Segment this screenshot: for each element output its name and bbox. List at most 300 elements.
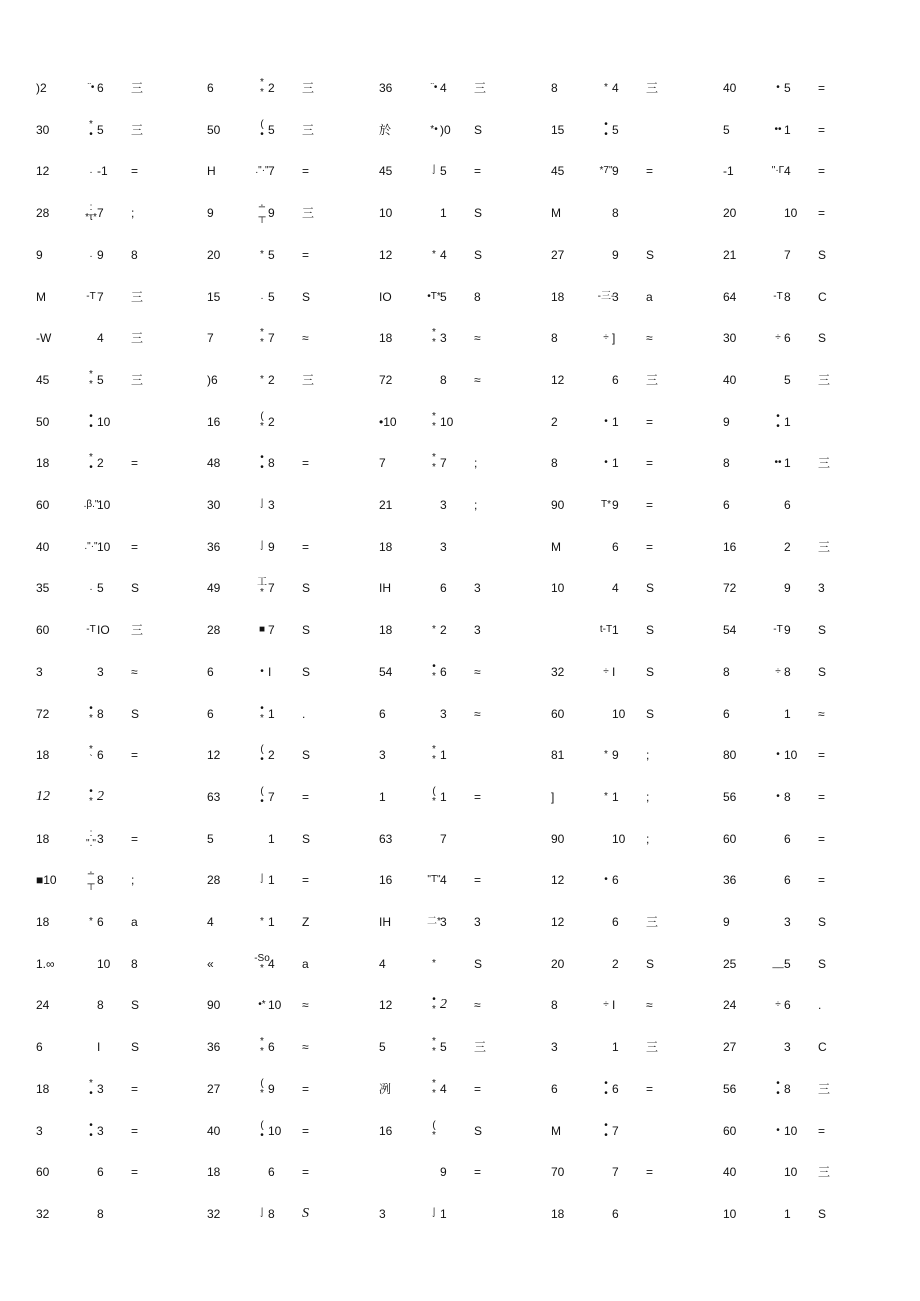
operand-left: 56 bbox=[723, 789, 737, 804]
operand-left: 64 bbox=[723, 289, 737, 304]
operator-mark: • * bbox=[260, 702, 264, 724]
operand-right: 6 bbox=[440, 664, 447, 679]
operand-left: 10 bbox=[551, 581, 565, 596]
operator-mark: ."·" bbox=[84, 540, 98, 552]
operand-left: 6 bbox=[379, 706, 386, 721]
operand-left: )6 bbox=[207, 372, 218, 387]
operand-right: 5 bbox=[612, 122, 619, 137]
operand-left: 於 bbox=[379, 122, 392, 137]
operator-mark: * ` bbox=[89, 744, 93, 766]
operator-mark: • • bbox=[776, 410, 780, 432]
operand-left: 60 bbox=[36, 1165, 50, 1180]
equals-mark: 三 bbox=[818, 1165, 831, 1180]
equals-mark: S bbox=[302, 623, 311, 638]
problem-cell bbox=[36, 446, 176, 480]
operator-mark: 亅 bbox=[257, 540, 267, 552]
operand-left: 80 bbox=[723, 748, 737, 763]
operator-mark: * * bbox=[432, 1077, 436, 1099]
problem-cell bbox=[207, 738, 347, 772]
operand-right: 3 bbox=[440, 706, 447, 721]
equals-mark: ; bbox=[646, 831, 650, 846]
operator-mark: * bbox=[432, 624, 436, 636]
operator-mark: • bbox=[776, 82, 780, 93]
worksheet-row bbox=[0, 113, 920, 147]
worksheet-row bbox=[0, 780, 920, 814]
equals-mark: S bbox=[646, 581, 655, 596]
operand-left: 8 bbox=[551, 456, 558, 471]
operand-right: 7 bbox=[440, 456, 447, 471]
problem-cell bbox=[207, 655, 347, 689]
equals-mark: . bbox=[302, 706, 306, 721]
operand-right: 10 bbox=[784, 1165, 798, 1180]
operand-right: 3 bbox=[440, 498, 447, 512]
operand-left: 40 bbox=[723, 372, 737, 387]
problem-cell bbox=[551, 405, 691, 439]
operand-right: 5 bbox=[440, 1040, 447, 1055]
problem-cell bbox=[379, 446, 519, 480]
operand-right: 6 bbox=[784, 331, 791, 346]
equals-mark: 三 bbox=[302, 81, 315, 95]
equals-mark: = bbox=[131, 456, 139, 471]
equals-mark: S bbox=[818, 331, 827, 346]
operand-left: 1 bbox=[379, 789, 386, 804]
worksheet-row bbox=[0, 488, 920, 522]
operator-mark: ÷ bbox=[603, 665, 609, 677]
operator-mark: * bbox=[604, 790, 608, 802]
equals-mark: = bbox=[131, 539, 139, 554]
problem-cell bbox=[379, 154, 519, 188]
operand-left: 48 bbox=[207, 456, 221, 471]
operand-right: 9 bbox=[268, 206, 275, 221]
operator-mark: • • bbox=[604, 118, 608, 140]
problem-cell bbox=[36, 405, 176, 439]
equals-mark: Z bbox=[302, 915, 310, 929]
operand-left: 25 bbox=[723, 956, 737, 971]
operand-left: 56 bbox=[723, 1081, 737, 1096]
operand-left: 7 bbox=[379, 456, 386, 471]
operator-mark: * * bbox=[260, 77, 264, 98]
problem-cell bbox=[551, 738, 691, 772]
operand-left: 18 bbox=[551, 1206, 565, 1221]
operand-left: 60 bbox=[36, 623, 50, 638]
operand-right: 8 bbox=[97, 873, 104, 888]
operand-left: IH bbox=[379, 915, 391, 929]
problem-cell bbox=[379, 905, 519, 939]
operand-left: 12 bbox=[551, 915, 565, 929]
equals-mark: ; bbox=[646, 748, 650, 763]
operand-right: 2 bbox=[440, 997, 447, 1013]
operator-mark: • • bbox=[89, 410, 93, 432]
problem-cell bbox=[36, 1155, 176, 1189]
operand-right: I bbox=[612, 664, 616, 679]
problem-cell bbox=[379, 988, 519, 1022]
problem-cell bbox=[551, 1114, 691, 1148]
equals-mark: 三 bbox=[131, 81, 144, 95]
operand-right: 8 bbox=[784, 789, 791, 804]
operator-mark: ( * bbox=[260, 410, 264, 432]
operand-left: 6 bbox=[36, 1040, 43, 1055]
operand-left: 7 bbox=[207, 331, 214, 346]
operand-right: IO bbox=[97, 623, 110, 638]
operand-left: 8 bbox=[551, 998, 558, 1013]
problem-cell bbox=[207, 571, 347, 605]
operand-left: 24 bbox=[723, 998, 737, 1013]
operand-left: 8 bbox=[551, 331, 558, 346]
operand-right: 2 bbox=[612, 956, 619, 971]
operand-left: 8 bbox=[723, 456, 730, 471]
worksheet-row bbox=[0, 738, 920, 772]
problem-cell bbox=[723, 780, 863, 814]
operator-mark: . bbox=[89, 165, 93, 177]
operand-left: 16 bbox=[723, 539, 737, 554]
equals-mark: S bbox=[474, 956, 483, 971]
problem-cell bbox=[379, 1072, 519, 1106]
operator-mark: -T bbox=[86, 624, 96, 636]
problem-cell bbox=[379, 113, 519, 147]
worksheet-row bbox=[0, 571, 920, 605]
equals-mark: = bbox=[131, 164, 139, 179]
equals-mark: = bbox=[302, 247, 310, 262]
operand-left: « bbox=[207, 956, 214, 971]
operand-right: 5 bbox=[784, 956, 791, 971]
operator-mark: • • bbox=[776, 1077, 780, 1099]
operand-left: 28 bbox=[207, 873, 221, 888]
operand-left: 4 bbox=[379, 956, 386, 971]
equals-mark: = bbox=[302, 789, 310, 804]
operand-left: -W bbox=[36, 331, 52, 346]
operand-right: 4 bbox=[440, 247, 447, 262]
operand-left: 36 bbox=[379, 81, 393, 95]
problem-cell bbox=[207, 697, 347, 731]
operator-mark: • bbox=[604, 457, 608, 469]
equals-mark: = bbox=[131, 748, 139, 763]
operator-mark: . bbox=[89, 582, 93, 594]
problem-cell bbox=[379, 321, 519, 355]
problem-cell bbox=[207, 405, 347, 439]
operand-left: 60 bbox=[551, 706, 565, 721]
operand-left: 27 bbox=[207, 1081, 221, 1096]
problem-cell bbox=[207, 196, 347, 230]
worksheet-row bbox=[0, 363, 920, 397]
operator-mark: * bbox=[604, 82, 608, 93]
operator-mark: * bbox=[604, 749, 608, 761]
operand-right: 1 bbox=[612, 456, 619, 471]
problem-cell bbox=[723, 822, 863, 856]
problem-cell bbox=[723, 238, 863, 272]
operator-mark: • bbox=[260, 665, 264, 677]
operand-right: ] bbox=[612, 331, 616, 346]
operand-left: 15 bbox=[551, 122, 565, 137]
problem-cell bbox=[36, 697, 176, 731]
problem-cell bbox=[723, 947, 863, 981]
equals-mark: C bbox=[818, 289, 827, 304]
equals-mark: S bbox=[302, 1205, 309, 1221]
operand-left: 5 bbox=[379, 1040, 386, 1055]
equals-mark: = bbox=[131, 1123, 139, 1138]
equals-mark: ≈ bbox=[474, 372, 481, 387]
operand-right: 7 bbox=[784, 247, 791, 262]
equals-mark: = bbox=[131, 831, 139, 846]
equals-mark: = bbox=[818, 831, 826, 846]
operand-left: 18 bbox=[36, 456, 50, 471]
equals-mark: 三 bbox=[131, 122, 144, 137]
operand-right: 5 bbox=[97, 122, 104, 137]
operator-mark: • bbox=[604, 415, 608, 427]
operand-right: 6 bbox=[440, 581, 447, 596]
problem-cell bbox=[207, 613, 347, 647]
operator-mark: • * bbox=[89, 785, 93, 807]
problem-cell bbox=[36, 71, 176, 105]
operand-right: 1 bbox=[440, 748, 447, 763]
problem-cell bbox=[207, 1155, 347, 1189]
equals-mark: ≈ bbox=[302, 998, 309, 1013]
operand-right: 8 bbox=[97, 1206, 104, 1221]
operator-mark: * * bbox=[260, 1036, 264, 1058]
equals-mark: S bbox=[474, 1123, 483, 1138]
equals-mark: 三 bbox=[818, 539, 831, 554]
equals-mark: = bbox=[646, 414, 654, 429]
problem-cell bbox=[207, 113, 347, 147]
problem-cell bbox=[36, 1072, 176, 1106]
equals-mark: ≈ bbox=[646, 998, 653, 1013]
problem-cell bbox=[723, 488, 863, 522]
operand-right: 9 bbox=[612, 247, 619, 262]
operator-mark: ¨• bbox=[87, 82, 95, 93]
worksheet-row bbox=[0, 238, 920, 272]
equals-mark: = bbox=[474, 873, 482, 888]
operand-left: 18 bbox=[36, 748, 50, 763]
operand-right: 8 bbox=[612, 206, 619, 221]
equals-mark: S bbox=[474, 122, 483, 137]
operand-left: 54 bbox=[723, 623, 737, 638]
operand-left: 15 bbox=[207, 289, 221, 304]
problem-cell bbox=[723, 1030, 863, 1064]
equals-mark: S bbox=[131, 1040, 140, 1055]
problem-cell bbox=[551, 71, 691, 105]
equals-mark: ≈ bbox=[818, 706, 825, 721]
operand-left: 90 bbox=[551, 498, 565, 512]
problem-cell bbox=[551, 655, 691, 689]
operand-left: 3 bbox=[551, 1040, 558, 1055]
operand-right: 5 bbox=[268, 122, 275, 137]
equals-mark: S bbox=[302, 289, 311, 304]
problem-cell bbox=[723, 280, 863, 314]
problem-cell bbox=[551, 530, 691, 564]
operand-right: 4 bbox=[440, 81, 447, 95]
equals-mark: ; bbox=[131, 206, 135, 221]
problem-cell bbox=[723, 530, 863, 564]
equals-mark: a bbox=[302, 956, 309, 971]
operator-mark: • bbox=[776, 1124, 780, 1136]
operand-right: 10 bbox=[97, 956, 111, 971]
operand-right: 7 bbox=[268, 164, 275, 179]
operator-mark: • bbox=[776, 790, 780, 802]
operator-mark: ( * bbox=[260, 1077, 264, 1099]
operand-right: 8 bbox=[440, 372, 447, 387]
worksheet-row bbox=[0, 321, 920, 355]
operand-right: 4 bbox=[440, 1081, 447, 1096]
operand-left: M bbox=[551, 539, 561, 554]
operand-left: M bbox=[36, 289, 46, 304]
operand-right: 5 bbox=[268, 247, 275, 262]
operand-left: 36 bbox=[207, 1040, 221, 1055]
operand-right: 1 bbox=[784, 706, 791, 721]
operator-mark: ."·" bbox=[255, 165, 269, 177]
operand-left: ] bbox=[551, 789, 555, 804]
problem-cell bbox=[207, 363, 347, 397]
operator-mark: • * bbox=[89, 702, 93, 724]
operand-left: 12 bbox=[379, 247, 393, 262]
problem-cell bbox=[36, 905, 176, 939]
operator-mark: • • bbox=[260, 452, 264, 474]
problem-cell bbox=[207, 530, 347, 564]
operator-mark: •• bbox=[774, 457, 782, 469]
problem-cell bbox=[36, 613, 176, 647]
operand-right: 1 bbox=[784, 414, 791, 429]
operand-left: -1 bbox=[723, 164, 734, 179]
operator-mark: -T bbox=[86, 290, 96, 302]
problem-cell bbox=[723, 613, 863, 647]
operand-left: 18 bbox=[379, 331, 393, 346]
operand-right: 7 bbox=[612, 1123, 619, 1138]
operand-left: 24 bbox=[36, 998, 50, 1013]
operand-left: 16 bbox=[379, 873, 393, 888]
operand-right: 5 bbox=[784, 372, 791, 387]
operator-mark: 亅 bbox=[429, 1207, 439, 1219]
operand-left: 12 bbox=[379, 998, 393, 1013]
operand-left: 9 bbox=[723, 915, 730, 929]
operand-right: 10 bbox=[784, 748, 798, 763]
problem-cell bbox=[379, 280, 519, 314]
equals-mark: S bbox=[302, 831, 311, 846]
equals-mark: a bbox=[131, 915, 138, 929]
operator-mark: • bbox=[604, 874, 608, 886]
operator-mark: • * bbox=[432, 660, 436, 682]
problem-cell bbox=[36, 488, 176, 522]
operand-right: 1 bbox=[612, 623, 619, 638]
operator-mark: T* bbox=[601, 499, 611, 510]
operand-left: 32 bbox=[36, 1206, 50, 1221]
operand-right: 1 bbox=[268, 873, 275, 888]
operand-right: 1 bbox=[268, 915, 275, 929]
operand-right: 10 bbox=[268, 1123, 282, 1138]
operand-right: 6 bbox=[97, 1165, 104, 1180]
operator-mark: 工 * bbox=[257, 577, 267, 599]
operand-right: 8 bbox=[784, 289, 791, 304]
operand-left: 60 bbox=[36, 498, 50, 512]
operator-mark: -三- bbox=[597, 290, 615, 302]
operand-right: 5 bbox=[97, 581, 104, 596]
worksheet-row bbox=[0, 697, 920, 731]
operand-left: 12 bbox=[36, 788, 50, 804]
operand-right: 10 bbox=[612, 831, 626, 846]
problem-cell bbox=[551, 446, 691, 480]
problem-cell bbox=[207, 822, 347, 856]
operand-left: 18 bbox=[379, 539, 393, 554]
problem-cell bbox=[36, 738, 176, 772]
problem-cell bbox=[551, 822, 691, 856]
equals-mark: 3 bbox=[474, 915, 481, 929]
operand-left: 6 bbox=[207, 81, 214, 95]
equals-mark: S bbox=[646, 956, 655, 971]
operand-left: 20 bbox=[207, 247, 221, 262]
operand-left: 9 bbox=[723, 414, 730, 429]
operand-right: 7 bbox=[97, 206, 104, 221]
problem-cell bbox=[207, 280, 347, 314]
equals-mark: 三 bbox=[646, 81, 659, 95]
equals-mark: . bbox=[818, 998, 822, 1013]
worksheet-row bbox=[0, 1030, 920, 1064]
operand-left: 90 bbox=[551, 831, 565, 846]
problem-cell bbox=[207, 905, 347, 939]
worksheet-row bbox=[0, 530, 920, 564]
operand-right: 4 bbox=[440, 873, 447, 888]
operand-left: 45 bbox=[379, 164, 393, 179]
operand-left: 12 bbox=[207, 748, 221, 763]
operand-right: 3 bbox=[97, 1081, 104, 1096]
operand-right: 10 bbox=[97, 539, 111, 554]
operator-mark: • bbox=[776, 749, 780, 761]
operand-left: 12 bbox=[551, 372, 565, 387]
operand-right: 6 bbox=[784, 998, 791, 1013]
operand-left: 1.∞ bbox=[36, 956, 55, 971]
operand-left: •10 bbox=[379, 414, 397, 429]
operand-left: M bbox=[551, 1123, 561, 1138]
equals-mark: = bbox=[302, 456, 310, 471]
operand-left: 18 bbox=[36, 1081, 50, 1096]
problem-cell bbox=[551, 488, 691, 522]
operand-right: 5 bbox=[97, 372, 104, 387]
problem-cell bbox=[551, 280, 691, 314]
operand-right: 3 bbox=[440, 331, 447, 346]
operand-right: 3 bbox=[440, 539, 447, 554]
equals-mark: = bbox=[818, 164, 826, 179]
operand-right: 6 bbox=[97, 915, 104, 929]
operand-left: 72 bbox=[36, 706, 50, 721]
operator-mark: ( • bbox=[260, 118, 264, 140]
equals-mark: = bbox=[302, 539, 310, 554]
equals-mark: S bbox=[818, 623, 827, 638]
problem-cell bbox=[551, 113, 691, 147]
operand-right: 2 bbox=[268, 81, 275, 95]
equals-mark: ≈ bbox=[131, 664, 138, 679]
problem-cell bbox=[551, 1030, 691, 1064]
equals-mark: S bbox=[131, 998, 140, 1013]
equals-mark: 三 bbox=[646, 915, 659, 929]
operand-left: 6 bbox=[207, 664, 214, 679]
operator-mark: ÷ bbox=[603, 332, 609, 344]
problem-cell bbox=[36, 280, 176, 314]
operand-right: 3 bbox=[440, 915, 447, 929]
operand-left: 18 bbox=[207, 1165, 221, 1180]
operator-mark: 亅 bbox=[429, 165, 439, 177]
equals-mark: S bbox=[302, 748, 311, 763]
operand-right: 2 bbox=[440, 623, 447, 638]
equals-mark: ≈ bbox=[474, 998, 481, 1013]
equals-mark: ≈ bbox=[474, 331, 481, 346]
problem-cell bbox=[379, 822, 519, 856]
problem-cell bbox=[723, 321, 863, 355]
problem-cell bbox=[207, 988, 347, 1022]
operand-left: 16 bbox=[207, 414, 221, 429]
operand-right: 4 bbox=[784, 164, 791, 179]
operand-left: 70 bbox=[551, 1165, 565, 1180]
operand-right: 5 bbox=[784, 81, 791, 95]
problem-cell bbox=[207, 780, 347, 814]
problem-cell bbox=[379, 863, 519, 897]
problem-cell bbox=[379, 405, 519, 439]
operand-right: 3 bbox=[97, 664, 104, 679]
